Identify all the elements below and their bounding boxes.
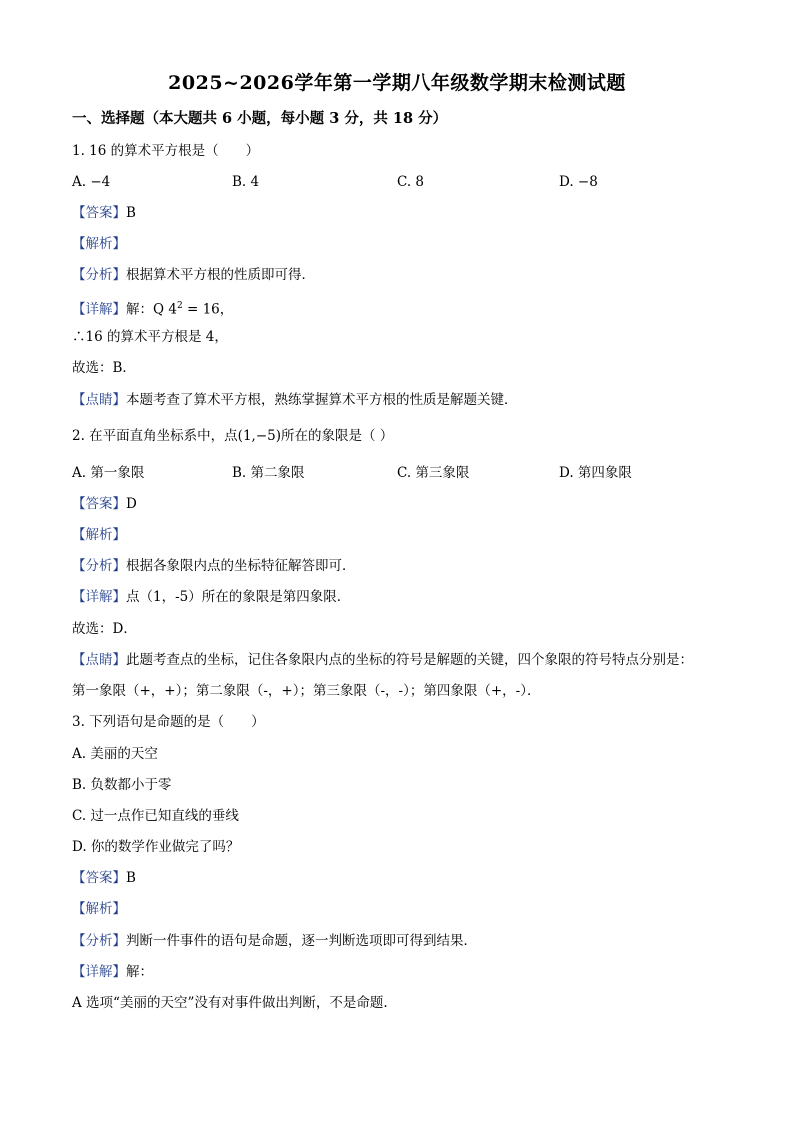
q3-fenxi-line xyxy=(72,932,477,950)
q1-fenxi-line xyxy=(72,266,315,284)
q2-choice: 故选：D． xyxy=(72,621,137,637)
q3-option-b: B. 负数都小于零 xyxy=(72,777,172,793)
q2-option-c: C. 第三象限 xyxy=(397,465,470,481)
q1-option-d: D. −8 xyxy=(559,174,598,190)
q3-stem: 3. 下列语句是命题的是（ ） xyxy=(72,714,265,730)
q1-comment-tag: 【点睛】 xyxy=(72,392,126,408)
q3-detail: 解： xyxy=(126,964,153,980)
q2-option-b: B. 第二象限 xyxy=(232,465,305,481)
q2-detail-line xyxy=(72,588,350,606)
q2-detail-tag: 【详解】 xyxy=(72,589,126,605)
q3-option-a: A. 美丽的天空 xyxy=(72,746,158,762)
q3-answer-line xyxy=(72,869,136,887)
q1-answer-line xyxy=(72,204,136,222)
q2-analysis-line xyxy=(72,526,126,544)
q3-detail-line xyxy=(72,963,153,981)
q1-option-c: C. 8 xyxy=(397,174,425,190)
q1-option-a: A. −4 xyxy=(72,174,111,190)
section-heading: 一、选择题（本大题共 6 小题，每小题 3 分，共 18 分） xyxy=(72,110,448,127)
q1-detail-sup: 2 xyxy=(176,301,183,311)
q1-answer: B xyxy=(126,205,136,221)
q1-therefore: ∴16 的算术平方根是 4， xyxy=(72,329,228,345)
q2-fenxi: 根据各象限内点的坐标特征解答即可． xyxy=(126,558,356,574)
q2-answer-tag: 【答案】 xyxy=(72,496,126,512)
q1-fenxi-tag: 【分析】 xyxy=(72,267,126,283)
q3-analysis-tag: 【解析】 xyxy=(72,901,126,917)
q3-fenxi: 判断一件事件的语句是命题，逐一判断选项即可得到结果． xyxy=(126,933,477,949)
q2-answer: D xyxy=(126,496,137,512)
q3-answer-tag: 【答案】 xyxy=(72,870,126,886)
q3-analysis-line xyxy=(72,900,126,918)
q1-comment: 本题考查了算术平方根，熟练掌握算术平方根的性质是解题关键． xyxy=(126,392,518,408)
q3-answer: B xyxy=(126,870,136,886)
q3-option-a-note: A 选项“美丽的天空”没有对事件做出判断，不是命题. xyxy=(72,995,388,1011)
q2-comment: 此题考查点的坐标，记住各象限内点的坐标的符号是解题的关键，四个象限的符号特点分别是： xyxy=(126,652,693,668)
q2-stem: 2. 在平面直角坐标系中，点(1,−5)所在的象限是（ ） xyxy=(72,428,394,444)
q2-answer-line xyxy=(72,495,137,513)
q2-option-a: A. 第一象限 xyxy=(72,465,145,481)
q3-detail-tag: 【详解】 xyxy=(72,964,126,980)
q2-comment-continued: 第一象限（+，+）；第二象限（-，+）；第三象限（-，-）；第四象限（+，-）． xyxy=(72,683,541,699)
q1-detail-post: = 16， xyxy=(182,301,234,318)
q3-option-d: D. 你的数学作业做完了吗？ xyxy=(72,839,240,855)
q3-fenxi-tag: 【分析】 xyxy=(72,933,126,949)
q3-option-c: C. 过一点作已知直线的垂线 xyxy=(72,808,239,824)
q2-fenxi-line xyxy=(72,557,356,575)
q1-stem: 1. 16 的算术平方根是（ ） xyxy=(72,143,260,159)
q1-choice: 故选：B． xyxy=(72,360,136,376)
q1-analysis-tag: 【解析】 xyxy=(72,236,126,252)
q2-detail: 点（1，-5）所在的象限是第四象限． xyxy=(126,589,351,605)
q1-detail-line xyxy=(72,297,233,319)
q1-comment-line xyxy=(72,391,518,409)
q2-comment-line xyxy=(72,651,693,669)
page-title: 2025~2026学年第一学期八年级数学期末检测试题 xyxy=(168,72,626,94)
q2-fenxi-tag: 【分析】 xyxy=(72,558,126,574)
q1-analysis-line xyxy=(72,235,126,253)
q1-fenxi: 根据算术平方根的性质即可得． xyxy=(126,267,315,283)
q2-option-d: D. 第四象限 xyxy=(559,465,632,481)
q1-detail-tag: 【详解】 xyxy=(72,301,126,318)
q1-answer-tag: 【答案】 xyxy=(72,205,126,221)
q1-option-b: B. 4 xyxy=(232,174,260,190)
q1-detail-pre: 解：Q 4 xyxy=(126,301,177,318)
q2-analysis-tag: 【解析】 xyxy=(72,527,126,543)
q2-comment-tag: 【点睛】 xyxy=(72,652,126,668)
